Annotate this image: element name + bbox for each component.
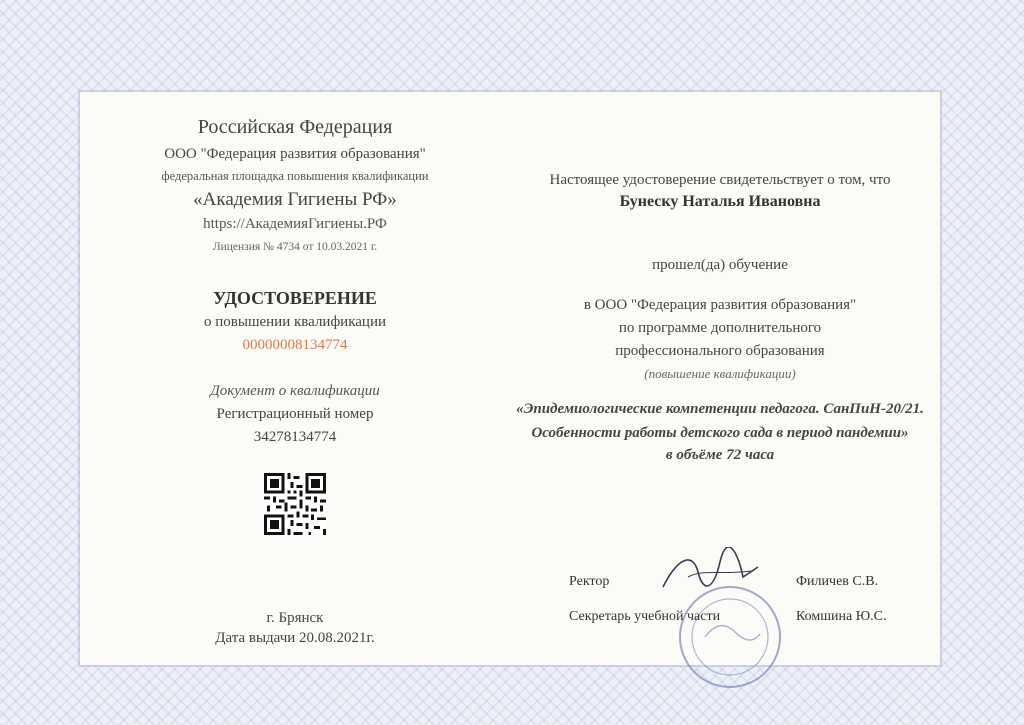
completed-text: прошел(да) обучение: [652, 257, 788, 273]
official-stamp-icon: [675, 582, 785, 692]
document-title: УДОСТОВЕРЕНИЕ: [213, 288, 377, 308]
rector-label: Ректор: [569, 574, 610, 589]
platform-text: федеральная площадка повышения квалификации: [161, 169, 429, 183]
license-text: Лицензия № 4734 от 10.03.2021 г.: [212, 241, 378, 253]
program-line-2: профессионального образования: [615, 343, 825, 359]
document-subtitle: о повышении квалификации: [204, 314, 386, 330]
qualification-doc-label: Документ о квалификации: [210, 383, 380, 399]
qr-code-icon: [264, 473, 326, 535]
registration-number: 34278134774: [253, 429, 337, 445]
issue-date: Дата выдачи 20.08.2021г.: [215, 630, 375, 646]
city-text: г. Брянск: [266, 610, 324, 626]
course-hours: в объёме 72 часа: [665, 447, 775, 463]
training-org: в ООО "Федерация развития образования": [583, 297, 857, 313]
secretary-label: Секретарь учебной части: [569, 609, 721, 624]
program-type: (повышение квалификации): [644, 366, 796, 381]
course-title-line-1: «Эпидемиологические компетенции педагога. СанПиН-20/21.: [516, 401, 924, 417]
program-line-1: по программе дополнительного: [618, 320, 822, 336]
country-heading: Российская Федерация: [197, 116, 393, 138]
certificate-body: [80, 92, 940, 665]
academy-url: https://АкадемияГигиены.РФ: [203, 216, 387, 232]
secretary-name: Комшина Ю.С.: [796, 609, 887, 624]
rector-name: Филичев С.В.: [796, 574, 879, 589]
certifies-text: Настоящее удостоверение свидетельствует о том, что: [549, 172, 891, 188]
person-name: Бунеску Наталья Ивановна: [619, 193, 821, 210]
rector-signature-icon: [658, 547, 768, 597]
organization-name: ООО "Федерация развития образования": [164, 146, 426, 162]
registration-label: Регистрационный номер: [216, 406, 374, 422]
course-title-line-2: Особенности работы детского сада в период пандемии»: [531, 425, 909, 441]
academy-name: «Академия Гигиены РФ»: [193, 189, 397, 210]
document-number: 00000008134774: [242, 337, 348, 353]
